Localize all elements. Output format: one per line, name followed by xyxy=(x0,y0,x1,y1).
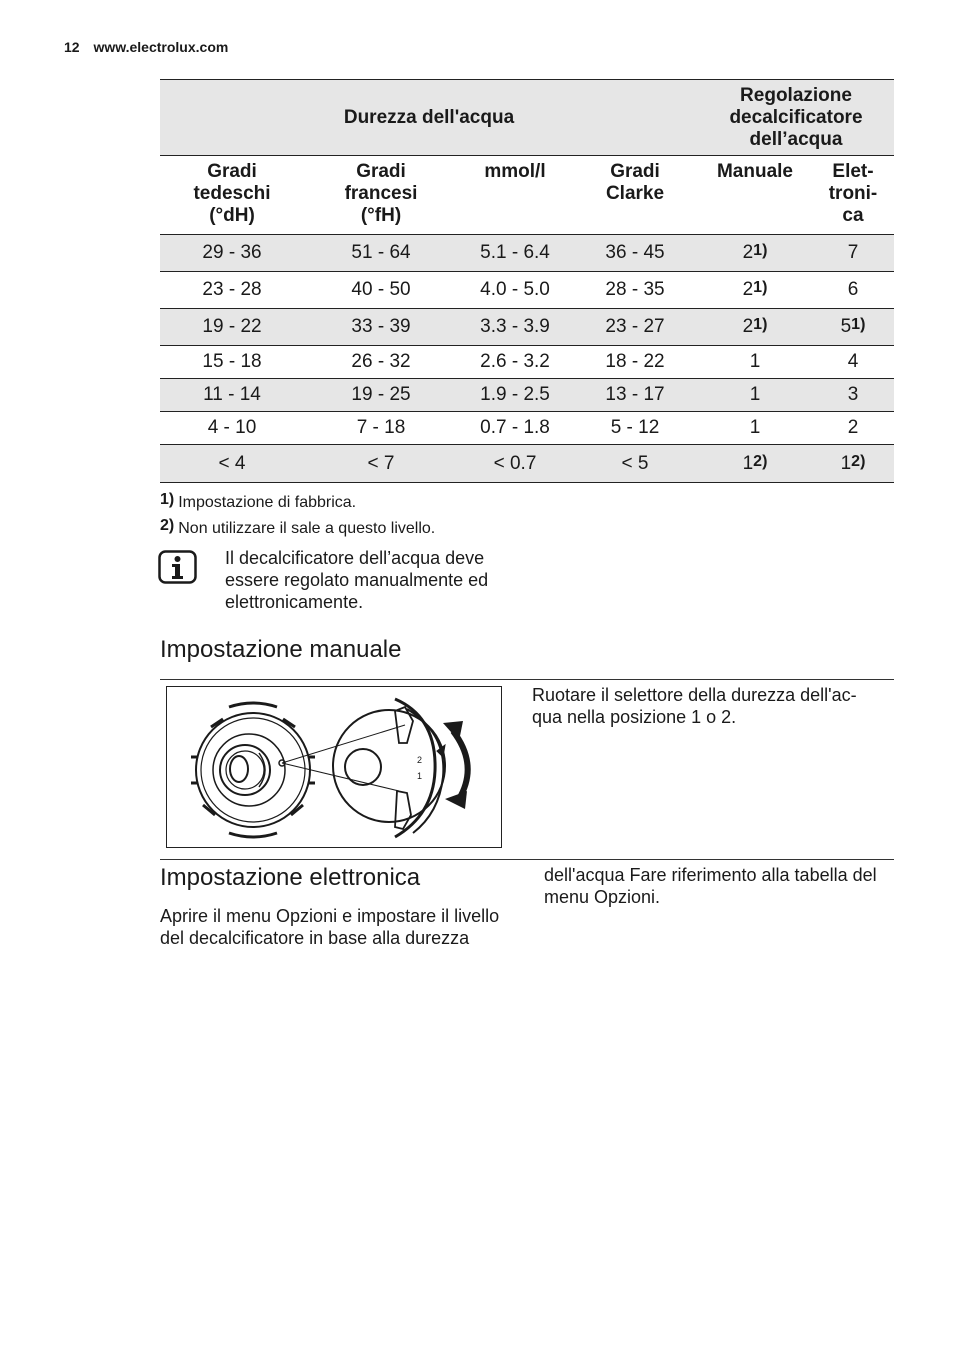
col-french-degrees: Gradi francesi (°fH) xyxy=(304,156,458,235)
cell-mmol: 3.3 - 3.9 xyxy=(458,309,572,346)
manual-instruction: Ruotare il selettore della durezza dell'ac- qua nella posizione 1 o 2. xyxy=(532,685,857,727)
water-hardness-table xyxy=(160,79,894,483)
cell-electronic: 6 xyxy=(812,272,894,309)
footnote-mark: 2) xyxy=(160,517,175,534)
table-row xyxy=(160,346,894,379)
dial-label: 2 xyxy=(417,755,423,765)
page-number: 12 xyxy=(64,39,80,55)
cell-mmol: 0.7 - 1.8 xyxy=(458,412,572,445)
page-header xyxy=(64,39,228,55)
header-url: www.electrolux.com xyxy=(93,39,229,55)
cell-german-degrees: 23 - 28 xyxy=(160,272,304,309)
cell-german-degrees: 29 - 36 xyxy=(160,235,304,272)
dial-label: 1 xyxy=(417,771,423,781)
col-electronic: Elet- troni- ca xyxy=(812,156,894,235)
table-row xyxy=(160,445,894,483)
cell-french-degrees: 40 - 50 xyxy=(304,272,458,309)
col-german-degrees: Gradi tedeschi (°dH) xyxy=(160,156,304,235)
divider xyxy=(160,679,894,680)
cell-french-degrees: < 7 xyxy=(304,445,458,483)
cell-manual: 21) xyxy=(698,272,812,309)
cell-mmol: 5.1 - 6.4 xyxy=(458,235,572,272)
footnote-ref: 1) xyxy=(753,316,768,333)
cell-manual: 1 xyxy=(698,412,812,445)
col-clarke-degrees: Gradi Clarke xyxy=(572,156,698,235)
cell-clarke-degrees: 18 - 22 xyxy=(572,346,698,379)
cell-mmol: 2.6 - 3.2 xyxy=(458,346,572,379)
cell-french-degrees: 26 - 32 xyxy=(304,346,458,379)
cell-german-degrees: 4 - 10 xyxy=(160,412,304,445)
cell-manual: 1 xyxy=(698,379,812,412)
cell-electronic: 2 xyxy=(812,412,894,445)
table-row xyxy=(160,412,894,445)
cell-french-degrees: 7 - 18 xyxy=(304,412,458,445)
cell-clarke-degrees: 13 - 17 xyxy=(572,379,698,412)
electronic-instruction-left: Aprire il menu Opzioni e impostare il livello del decalcificatore in base alla durezza xyxy=(160,906,500,948)
footnote-ref: 1) xyxy=(851,316,866,333)
cell-german-degrees: < 4 xyxy=(160,445,304,483)
section-title-manual: Impostazione manuale xyxy=(160,636,402,663)
footnote-ref: 1) xyxy=(753,242,768,259)
header-water-hardness: Durezza dell'acqua xyxy=(160,80,698,156)
electronic-instruction-right: dell'acqua Fare riferimento alla tabella del menu Opzioni. xyxy=(544,865,877,907)
cell-clarke-degrees: 36 - 45 xyxy=(572,235,698,272)
table-row xyxy=(160,272,894,309)
cell-clarke-degrees: 23 - 27 xyxy=(572,309,698,346)
cell-manual: 1 xyxy=(698,346,812,379)
table-row xyxy=(160,309,894,346)
footnote-ref: 1) xyxy=(753,279,768,296)
info-icon xyxy=(158,550,197,584)
cell-french-degrees: 51 - 64 xyxy=(304,235,458,272)
cell-german-degrees: 15 - 18 xyxy=(160,346,304,379)
divider xyxy=(160,859,894,860)
cell-clarke-degrees: 5 - 12 xyxy=(572,412,698,445)
col-mmol: mmol/l xyxy=(458,156,572,235)
cell-manual: 12) xyxy=(698,445,812,483)
cell-manual: 21) xyxy=(698,235,812,272)
rotate-arrow-icon xyxy=(443,721,468,809)
cell-german-degrees: 11 - 14 xyxy=(160,379,304,412)
cell-electronic: 12) xyxy=(812,445,894,483)
cell-clarke-degrees: 28 - 35 xyxy=(572,272,698,309)
footnote-1 xyxy=(160,491,356,512)
cell-electronic: 7 xyxy=(812,235,894,272)
footnote-2 xyxy=(160,517,435,538)
cell-mmol: 1.9 - 2.5 xyxy=(458,379,572,412)
cell-manual: 21) xyxy=(698,309,812,346)
footnote-text: Non utilizzare il sale a questo livello. xyxy=(178,520,436,537)
table-row xyxy=(160,379,894,412)
table-row xyxy=(160,235,894,272)
section-title-electronic: Impostazione elettronica xyxy=(160,864,421,891)
cell-mmol: < 0.7 xyxy=(458,445,572,483)
cell-electronic: 3 xyxy=(812,379,894,412)
cell-mmol: 4.0 - 5.0 xyxy=(458,272,572,309)
softener-dial-illustration xyxy=(166,686,502,848)
footnote-mark: 1) xyxy=(160,491,175,508)
cell-clarke-degrees: < 5 xyxy=(572,445,698,483)
col-manual: Manuale xyxy=(698,156,812,235)
footnote-ref: 2) xyxy=(851,452,866,470)
header-softener-regulation: Regolazione decalcificatore dell’acqua xyxy=(698,80,894,156)
cell-french-degrees: 33 - 39 xyxy=(304,309,458,346)
info-note: Il decalcificatore dell’acqua deve essere regolato manualmente ed elettronicamente. xyxy=(225,548,489,612)
cell-electronic: 51) xyxy=(812,309,894,346)
footnote-text: Impostazione di fabbrica. xyxy=(178,494,357,511)
cell-french-degrees: 19 - 25 xyxy=(304,379,458,412)
cell-electronic: 4 xyxy=(812,346,894,379)
cell-german-degrees: 19 - 22 xyxy=(160,309,304,346)
footnote-ref: 2) xyxy=(753,452,768,470)
